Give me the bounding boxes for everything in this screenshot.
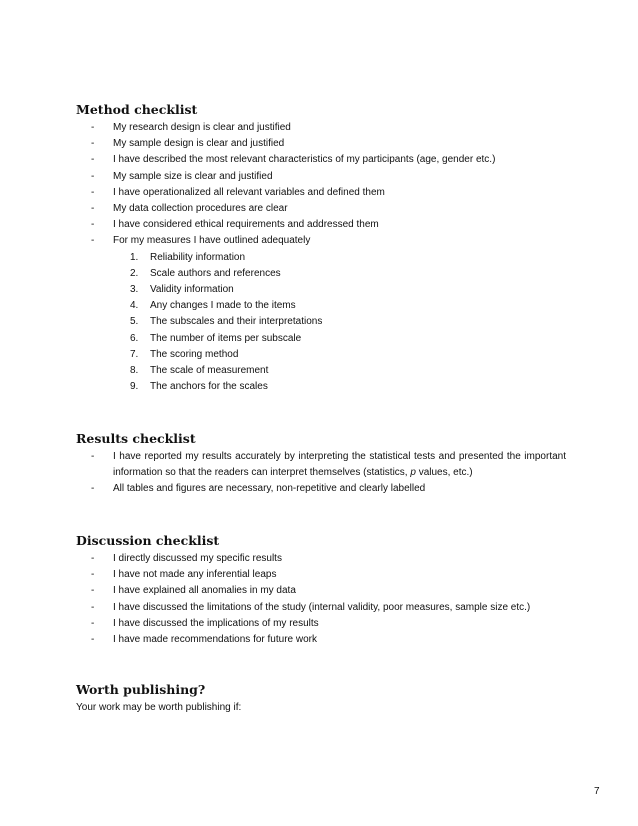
worth-publishing-text: Your work may be worth publishing if: <box>76 702 242 713</box>
list-item: - I have discussed the limitations of the study (internal validity, poor measures, sample size etc.) <box>91 601 531 613</box>
method-heading: Method checklist <box>76 102 198 117</box>
sublist-item: 3. Validity information <box>130 284 234 296</box>
page-number: 7 <box>594 786 600 797</box>
discussion-section <box>76 533 566 648</box>
worth-publishing-heading: Worth publishing? <box>76 682 206 697</box>
list-item: - My sample size is clear and justified <box>91 170 273 182</box>
sublist-item: 7. The scoring method <box>130 348 239 360</box>
sublist-item: 4. Any changes I made to the items <box>130 300 296 312</box>
list-item: - My sample design is clear and justified <box>91 138 285 150</box>
discussion-list <box>76 551 566 648</box>
sublist-item: 2. Scale authors and references <box>130 267 281 279</box>
sublist-item: 5. The subscales and their interpretations <box>130 316 323 328</box>
list-item: - I directly discussed my specific results <box>91 553 282 564</box>
list-item: - I have explained all anomalies in my data <box>91 585 296 597</box>
results-section <box>76 431 566 498</box>
discussion-heading: Discussion checklist <box>76 533 220 548</box>
sublist-item: 6. The number of items per subscale <box>130 332 302 344</box>
method-section <box>76 102 566 395</box>
sublist-item: 8. The scale of measurement <box>130 365 269 377</box>
list-item: - I have reported my results accurately by interpreting the statistical tests and presented the important information so that the readers can interpret themselves (statistics, p values, etc.) <box>91 451 566 479</box>
list-item: - All tables and figures are necessary, non-repetitive and clearly labelled <box>91 483 426 495</box>
list-item: - I have considered ethical requirements and addressed them <box>91 219 379 231</box>
list-item: - I have discussed the implications of my results <box>91 617 319 629</box>
sublist-item: 1. Reliability information <box>130 251 246 263</box>
worth-publishing-section <box>76 682 566 716</box>
method-list <box>76 120 566 250</box>
sublist-item: 9. The anchors for the scales <box>130 381 268 393</box>
list-item: - I have operationalized all relevant variables and defined them <box>91 186 385 198</box>
list-item: - My research design is clear and justified <box>91 122 291 133</box>
list-item: - My data collection procedures are clear <box>91 203 288 215</box>
list-item: - I have made recommendations for future work <box>91 634 317 646</box>
results-heading: Results checklist <box>76 431 196 446</box>
results-list <box>76 449 566 498</box>
measures-sublist <box>76 250 566 396</box>
list-item: - I have described the most relevant characteristics of my participants (age, gender etc.) <box>91 154 496 166</box>
list-item: - I have not made any inferential leaps <box>91 569 277 581</box>
list-item: - For my measures I have outlined adequately <box>91 235 311 247</box>
